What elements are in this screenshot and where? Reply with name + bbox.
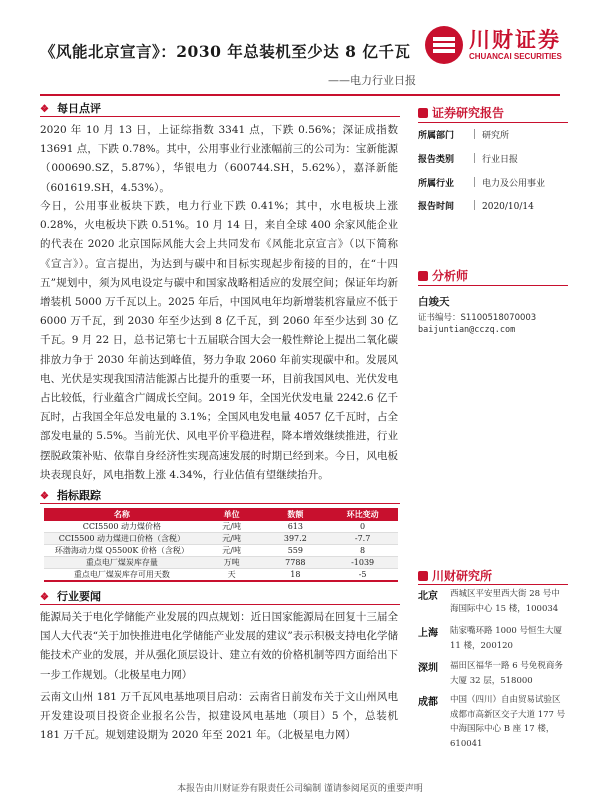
analyst-email[interactable]: baijuntian@cczq.com: [418, 325, 516, 335]
report-info-title: 证券研究报告: [418, 104, 504, 121]
cell: 7788: [263, 557, 327, 569]
cell: 元/吨: [200, 521, 264, 533]
analyst-name: 白竣天: [418, 296, 450, 308]
cell: 元/吨: [200, 545, 264, 557]
table-row: [44, 533, 398, 545]
analyst-title: 分析师: [418, 267, 468, 284]
diamond-icon: ❖: [40, 592, 49, 603]
office-city: 北京: [418, 591, 438, 602]
col-header: 名称: [44, 508, 200, 521]
indicator-table: [44, 508, 398, 582]
col-header: 数额: [263, 508, 327, 521]
report-subtitle: ——电力行业日报: [328, 74, 416, 87]
cell: -1039: [327, 557, 398, 569]
cell: 重点电厂煤炭库存量: [44, 557, 200, 569]
table-row: [44, 569, 398, 582]
office-address: 中国（四川）自由贸易试验区成都市高新区交子大道 177 号中海国际中心 B 座 17 楼，610041: [450, 695, 566, 749]
section-divider: [40, 604, 400, 605]
diamond-icon: ❖: [40, 104, 49, 115]
office-address: 福田区福华一路 6 号免税商务大厦 32 层，518000: [450, 661, 563, 686]
section-daily-review: [40, 100, 101, 116]
review-paragraph-1: 2020 年 10 月 13 日，上证综指数 3341 点，下跌 0.56%；深证成指数 13691 点，下跌 0.78%。其中，公用事业行业涨幅前三的公司为：宝新能源（000690.SZ，5.87%），华银电力（600744.SH，5.62%），嘉泽新能（601619.SH，4.53%）。: [40, 124, 398, 194]
diamond-icon: ❖: [40, 491, 49, 502]
col-header: 环比变动: [327, 508, 398, 521]
cell: 559: [263, 545, 327, 557]
sidebar-divider: [418, 584, 568, 585]
cell: -5: [327, 569, 398, 582]
cell: CCI5500 动力煤进口价格（含税）: [44, 533, 200, 545]
table-row: [44, 521, 398, 533]
meta-row: 所属行业 电力及公用事业: [418, 179, 546, 189]
cell: 0: [327, 521, 398, 533]
cell: 天: [200, 569, 264, 582]
section-indicators: [40, 487, 101, 503]
sidebar-divider: [418, 122, 568, 123]
section-divider: [40, 116, 400, 117]
section-news: [40, 588, 101, 604]
news-paragraph-2: 云南文山州 181 万千瓦风电基地项目启动：云南省日前发布关于文山州风电开发建设项目投资企业报名公告，拟建设风电基地（项目）5 个，总装机 181 万千瓦。规划建设期为 2020 年至 2021 年。（北极星电力网）: [40, 691, 398, 742]
office-city: 深圳: [418, 663, 438, 674]
logo-text-cn: 川财证券: [469, 28, 561, 52]
cell: 8: [327, 545, 398, 557]
page-footer: 本报告由川财证券有限责任公司编制 谨请参阅尾页的重要声明: [177, 784, 423, 794]
news-paragraph-1: 能源局关于电化学储能产业发展的四点规划：近日国家能源局在回复十三届全国人大代表“关于加快推进电化学储能产业发展的建议”表示积极支持电化学储能技术产业的发展，并从强化顶层设计、建立有效的价格机制等四方面给出下一步工作规划。（北极星电力网）: [40, 611, 398, 681]
office-address: 西城区平安里西大街 28 号中海国际中心 15 楼，100034: [450, 589, 560, 614]
header-divider: [40, 94, 560, 96]
logo-mark-icon: [425, 26, 463, 64]
cell: 397.2: [263, 533, 327, 545]
office-address: 陆家嘴环路 1000 号恒生大厦 11 楼，200120: [450, 626, 563, 651]
office-city: 成都: [418, 697, 438, 708]
cell: 元/吨: [200, 533, 264, 545]
meta-row: 报告时间 2020/10/14: [418, 202, 534, 212]
col-header: 单位: [200, 508, 264, 521]
cell: 613: [263, 521, 327, 533]
cell: 万吨: [200, 557, 264, 569]
cell: 重点电厂煤炭库存可用天数: [44, 569, 200, 582]
section-heading: 行业要闻: [56, 590, 101, 603]
office-city: 上海: [418, 628, 438, 639]
table-row: [44, 557, 398, 569]
table-row: [44, 545, 398, 557]
square-icon: [418, 108, 428, 118]
cell: CCI5500 动力煤价格: [44, 521, 200, 533]
square-icon: [418, 271, 428, 281]
section-divider: [40, 503, 400, 504]
cell: -7.7: [327, 533, 398, 545]
section-heading: 指标跟踪: [56, 489, 101, 502]
analyst-cert: 证书编号：S1100518070003: [418, 313, 537, 323]
report-title: 《风能北京宣言》：2030 年总装机至少达 8 亿千瓦: [40, 42, 411, 61]
meta-row: 所属部门 研究所: [418, 131, 510, 141]
cell: 18: [263, 569, 327, 582]
institute-title: 川财研究所: [418, 567, 492, 584]
company-logo: [425, 26, 565, 68]
table-header-row: [44, 508, 398, 521]
cell: 环渤海动力煤 Q5500K 价格（含税）: [44, 545, 200, 557]
section-heading: 每日点评: [56, 102, 101, 115]
review-paragraph-2: 今日，公用事业板块下跌，电力行业下跌 0.41%；其中，水电板块上涨 0.28%，火电板块下跌 0.51%。10 月 14 日，来自全球 400 余家风能企业的代表在 2020 北京国际风能大会上共同发布《风能北京宣言》（以下简称《宣言》）。宣言提出，为达到与碳中和目标实现起步衔接的目的，在“十四五”规划中，须为风电设定与碳中和国家战略相适应的发展空间；保证年均新增装机 5000 万千瓦以上。2025 年后，中国风电年均新增装机容量应不低于 6000 万千瓦，到 2030 年至少达到 8 亿千瓦，到 2060 年至少达到 30 亿千瓦。9 月 22 日，总书记第七十五届联合国大会一般性辩论上提出二氧化碳排放力争于 2030 年前达到峰值，努力争取 2060 年前实现碳中和。发展风电、光伏是实现我国清洁能源占比提升的重要一环，目前我国风电、光伏发电占比较低，行业蕴含广阔成长空间。2019 年，全国光伏发电量 2242.6 亿千瓦时，占我国全年总发电量的 3.1%；全国风电发电量 4057 亿千瓦时，占全部发电量的 5.5%。当前光伏、风电平价平稳进程，降本增效继续推进，行业摆脱政策补贴、依靠自身经济性实现高速发展的时期已经到来。今日，风电板块表现良好，风电指数上涨 4.34%，行业估值有望继续抬升。: [40, 200, 398, 481]
logo-text-en: CHUANCAI SECURITIES: [469, 52, 562, 61]
meta-row: 报告类别 行业日报: [418, 155, 519, 165]
sidebar-divider: [418, 285, 568, 286]
square-icon: [418, 571, 428, 581]
